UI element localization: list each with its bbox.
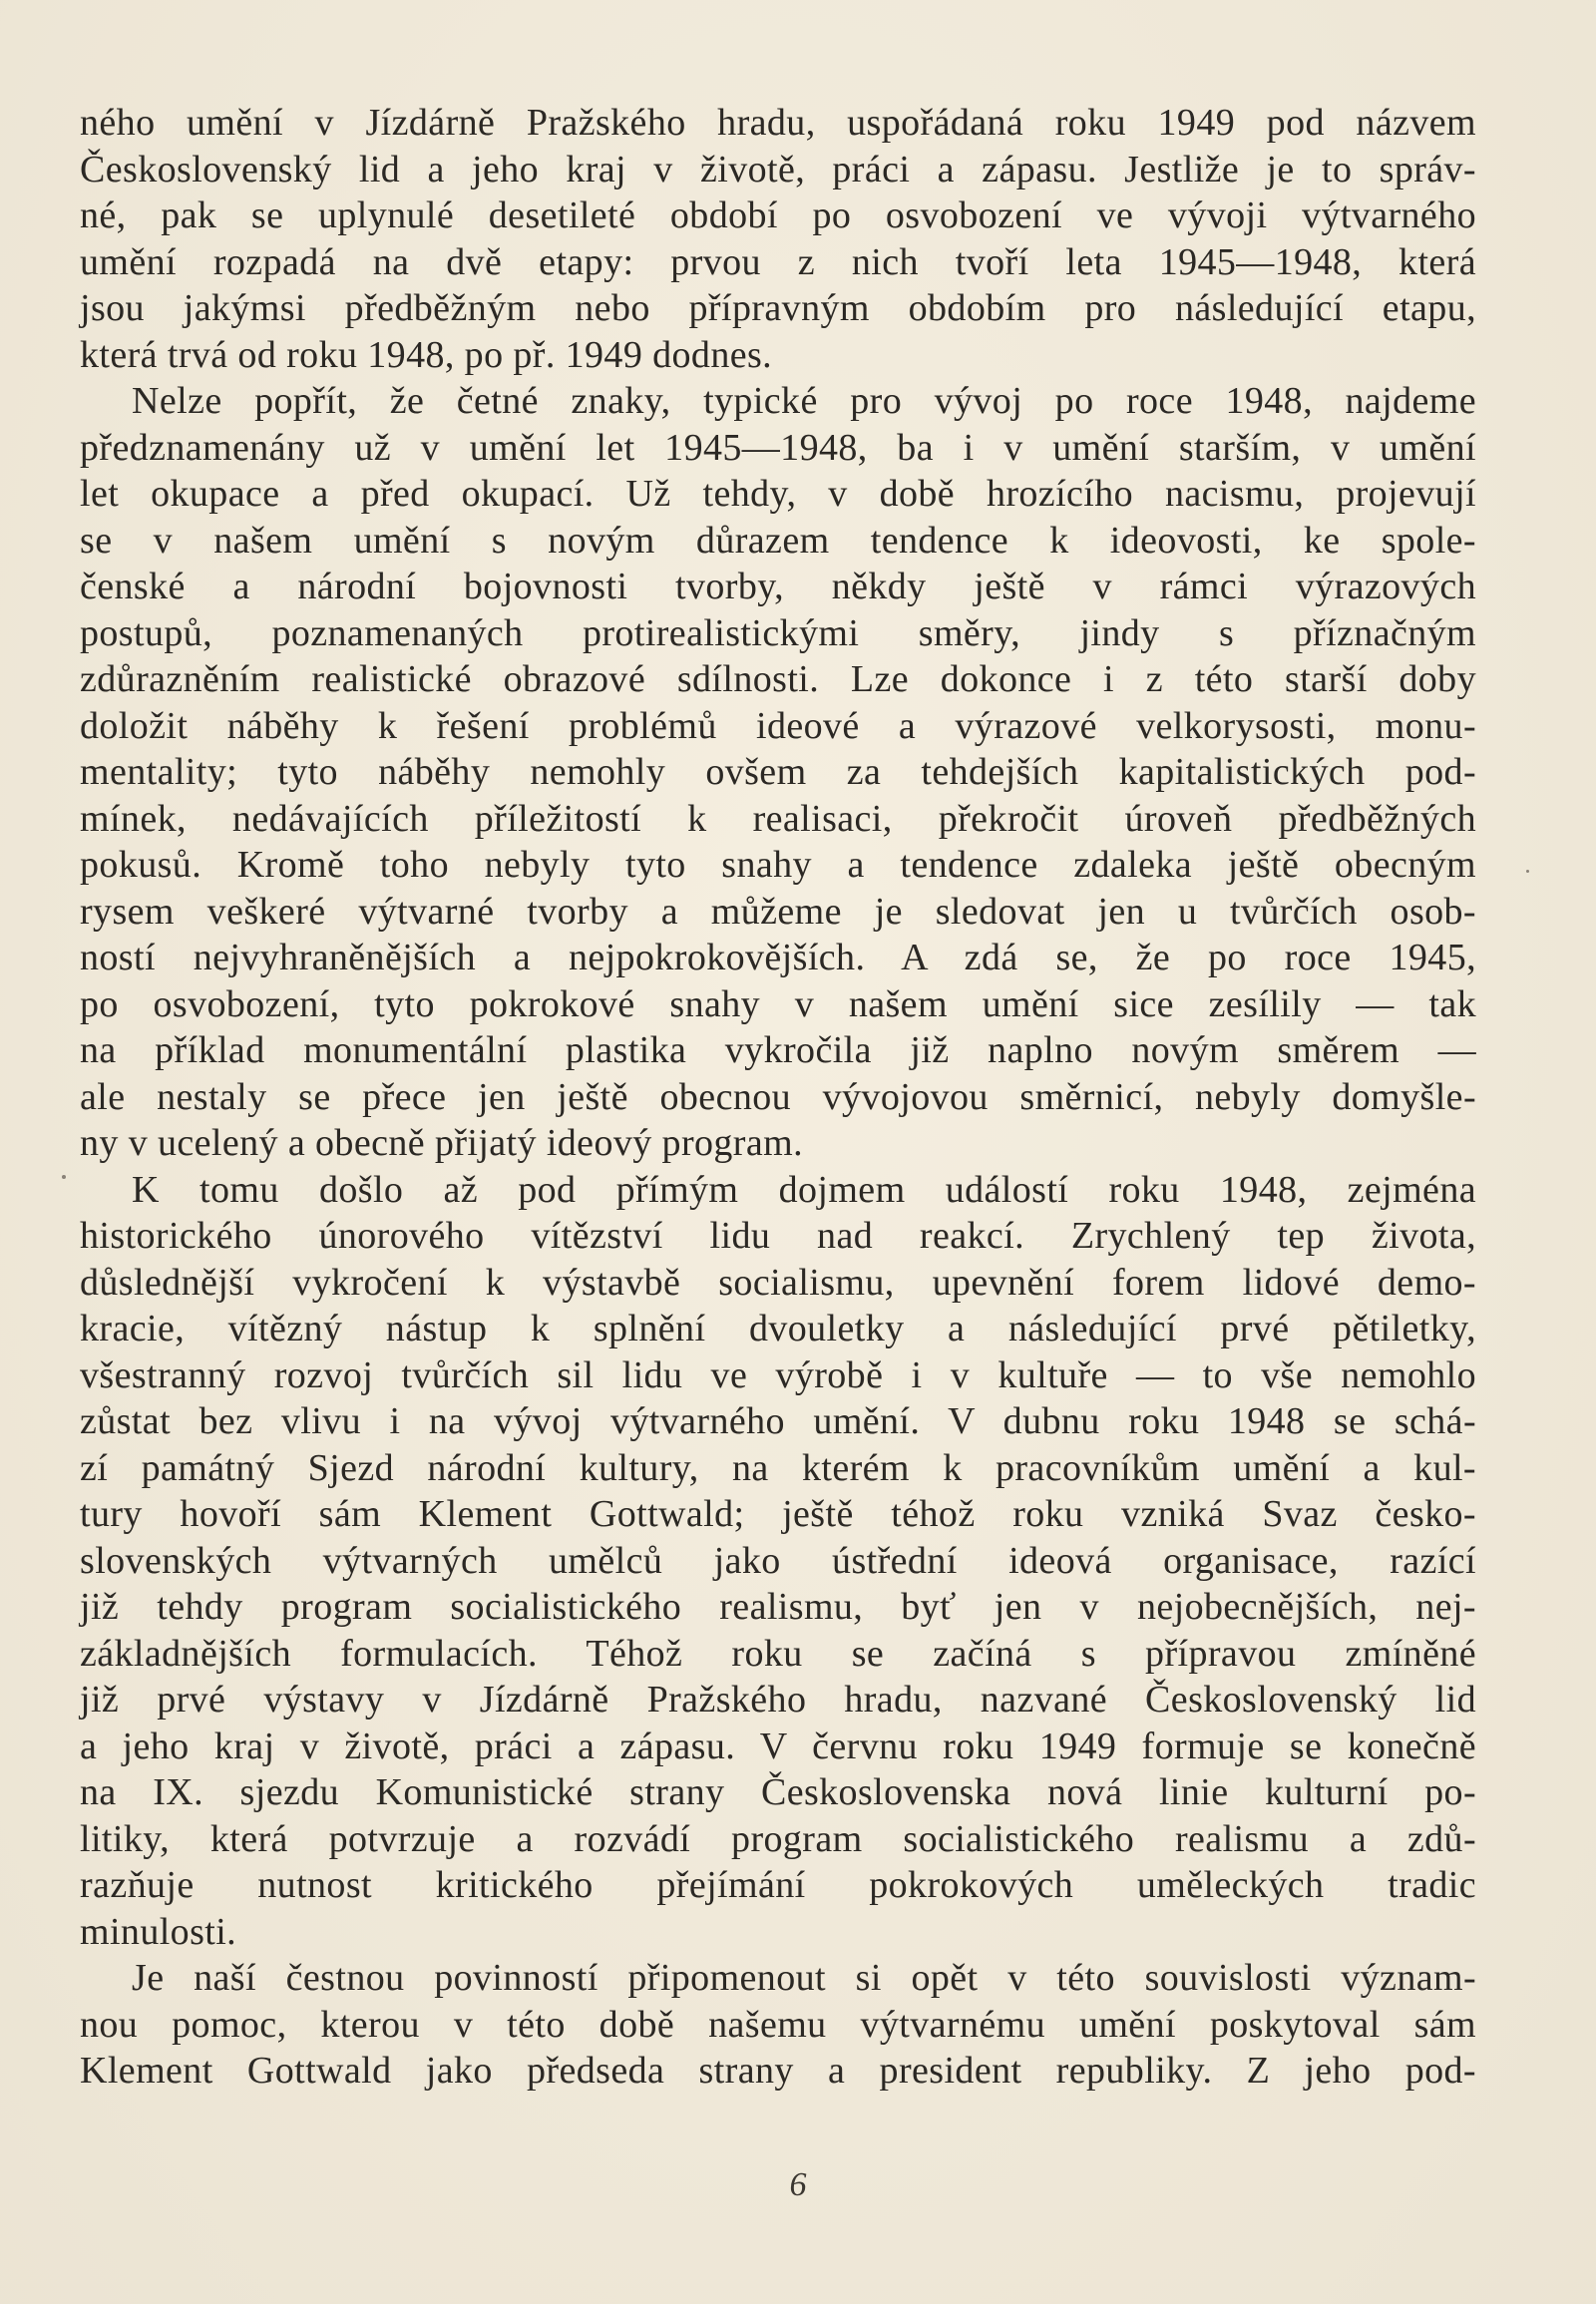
text-line: minulosti. — [80, 1910, 237, 1953]
text-line: předznamenány už v umění let 1945—1948, ba i v umění starším, v umění — [80, 426, 1476, 469]
text-line: ného umění v Jízdárně Pražského hradu, uspořádaná roku 1949 pod názvem — [80, 102, 1476, 144]
text-line: let okupace a před okupací. Už tehdy, v době hrozícího nacismu, projevují — [80, 473, 1476, 515]
text-line: postupů, poznamenaných protirealistickými směry, jindy s příznačným — [80, 611, 1476, 654]
text-line: né, pak se uplynulé desetileté období po osvobození ve vývoji výtvarného — [80, 194, 1476, 236]
text-line: doložit náběhy k řešení problémů ideové a výrazové velkorysosti, monu- — [80, 704, 1476, 747]
text-line: zí památný Sjezd národní kultury, na kterém k pracovníkům umění a kul- — [80, 1446, 1476, 1489]
text-line: litiky, která potvrzuje a rozvádí program socialistického realismu a zdů- — [80, 1817, 1476, 1860]
page-number: 6 — [789, 2166, 807, 2203]
text-line: základnějších formulacích. Téhož roku se začíná s přípravou zmíněné — [80, 1632, 1476, 1675]
text-line: kracie, vítězný nástup k splnění dvouletky a následující prvé pětiletky, — [80, 1308, 1476, 1349]
text-line: ale nestaly se přece jen ještě obecnou vývojovou směrnicí, nebyly domyšle- — [80, 1075, 1476, 1118]
text-line: razňuje nutnost kritického přejímání pokrokových uměleckých tradic — [80, 1864, 1476, 1906]
text-line: ny v ucelený a obecně přijatý ideový program. — [80, 1122, 803, 1164]
text-line: rysem veškeré výtvarné tvorby a můžeme je sledovat jen u tvůrčích osob- — [80, 890, 1476, 933]
text-line: umění rozpadá na dvě etapy: prvou z nich tvoří leta 1945—1948, která — [80, 240, 1476, 283]
text-line: čenské a národní bojovnosti tvorby, někdy ještě v rámci výrazových — [80, 566, 1476, 607]
text-line: Nelze popřít, že četné znaky, typické pro vývoj po roce 1948, najdeme — [132, 380, 1476, 422]
text-line: důslednější vykročení k výstavbě socialismu, upevnění forem lidové demo- — [80, 1261, 1476, 1304]
text-line: mentality; tyto náběhy nemohly ovšem za tehdejších kapitalistických pod- — [80, 751, 1476, 793]
text-line: K tomu došlo až pod přímým dojmem událostí roku 1948, zejména — [132, 1168, 1476, 1211]
text-line: na příklad monumentální plastika vykročila již naplno novým směrem — — [80, 1029, 1476, 1071]
text-line: slovenských výtvarných umělců jako ústřední ideová organisace, razící — [80, 1539, 1476, 1582]
print-speck — [62, 1175, 66, 1179]
text-line: a jeho kraj v životě, práci a zápasu. V červnu roku 1949 formuje se konečně — [80, 1725, 1476, 1767]
text-line: nou pomoc, kterou v této době našemu výtvarnému umění poskytoval sám — [80, 2003, 1476, 2046]
text-line: se v našem umění s novým důrazem tendence k ideovosti, ke spole- — [80, 519, 1476, 562]
text-line: ností nejvyhraněnějších a nejpokrokovějších. A zdá se, že po roce 1945, — [80, 937, 1476, 978]
text-line: na IX. sjezdu Komunistické strany Československa nová linie kulturní po- — [80, 1771, 1476, 1813]
text-line: která trvá od roku 1948, po př. 1949 dodnes. — [80, 333, 773, 376]
text-line: Československý lid a jeho kraj v životě, práci a zápasu. Jestliže je to správ- — [80, 148, 1476, 191]
text-line: zůstat bez vlivu i na vývoj výtvarného umění. V dubnu roku 1948 se schá- — [80, 1400, 1476, 1442]
body-text — [80, 100, 1476, 2095]
text-line: již tehdy program socialistického realismu, byť jen v nejobecnějších, nej- — [80, 1586, 1476, 1628]
text-line: zdůrazněním realistické obrazové sdílnosti. Lze dokonce i z této starší doby — [80, 658, 1476, 700]
text-line: pokusů. Kromě toho nebyly tyto snahy a tendence zdaleka ještě obecným — [80, 844, 1476, 886]
text-line: jsou jakýmsi předběžným nebo přípravným obdobím pro následující etapu, — [80, 287, 1476, 329]
text-line: již prvé výstavy v Jízdárně Pražského hradu, nazvané Československý lid — [80, 1679, 1476, 1721]
text-line: mínek, nedávajících příležitostí k realisaci, překročit úroveň předběžných — [80, 797, 1476, 840]
text-line: tury hovoří sám Klement Gottwald; ještě téhož roku vzniká Svaz česko- — [80, 1493, 1476, 1535]
text-line: Je naší čestnou povinností připomenout si opět v této souvislosti význam- — [132, 1957, 1476, 1999]
text-line: všestranný rozvoj tvůrčích sil lidu ve výrobě i v kultuře — to vše nemohlo — [80, 1353, 1476, 1396]
text-line: Klement Gottwald jako předseda strany a president republiky. Z jeho pod- — [80, 2050, 1476, 2092]
print-speck — [1526, 870, 1529, 873]
text-line: historického únorového vítězství lidu nad reakcí. Zrychlený tep života, — [80, 1215, 1476, 1257]
text-line: po osvobození, tyto pokrokové snahy v našem umění sice zesílily — tak — [80, 982, 1476, 1025]
